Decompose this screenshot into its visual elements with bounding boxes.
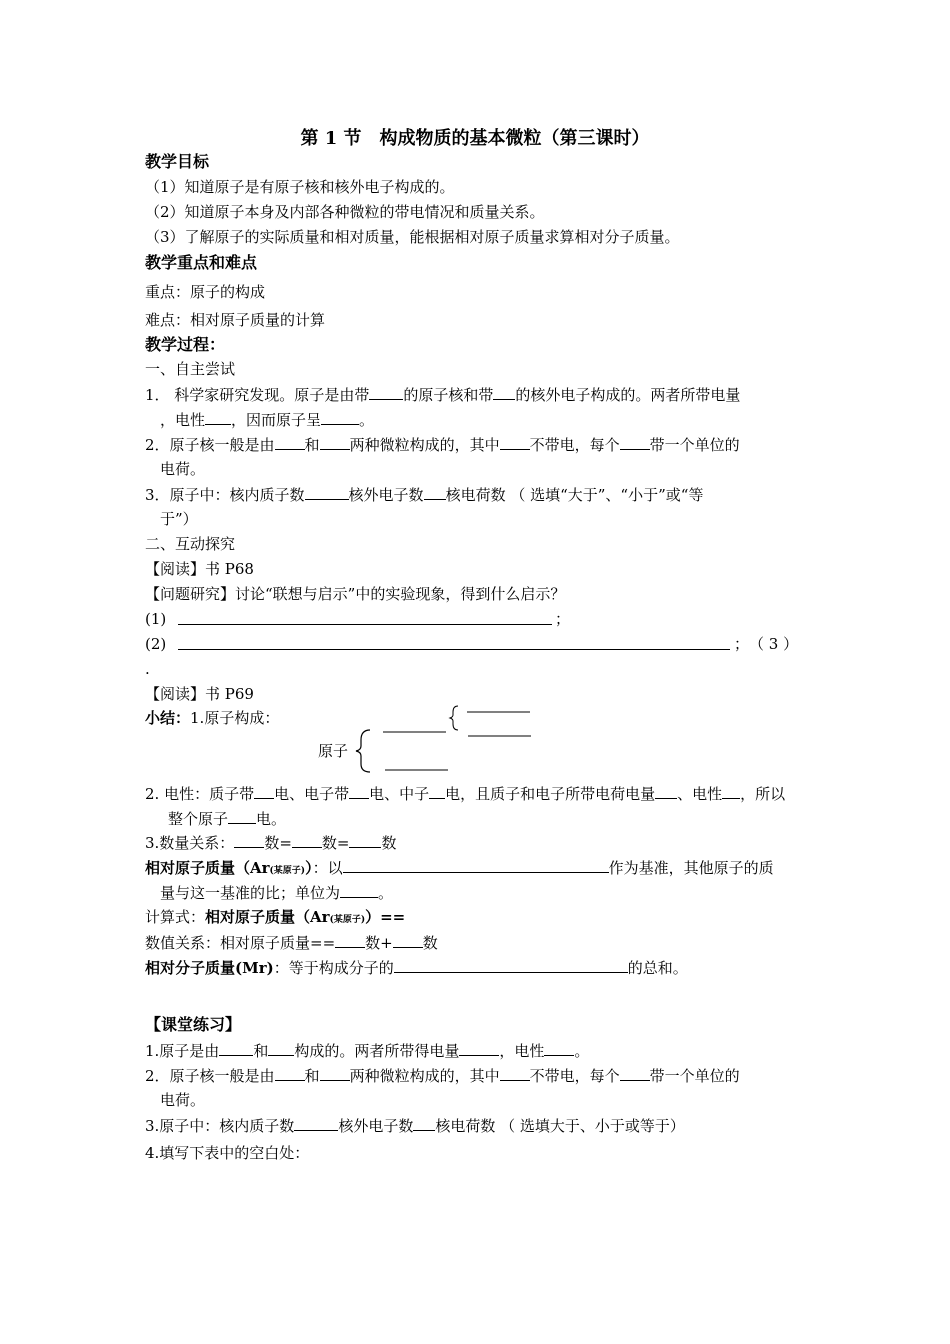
answer-line-1: (1) [145,610,167,628]
answer-1-end: ； [555,610,571,628]
practice-q1: 1.原子是由 和 构成的。两者所带得电量 ，电性 。 [145,1042,590,1060]
question-3-cont: 于”） [160,510,198,528]
formula-line: 计算式：相对原子质量（Ar(某原子)）== [145,908,406,926]
practice-q2-cont: 电荷。 [160,1091,206,1109]
summary-line: 小结：1.原子构成： [145,709,280,727]
answer-2-end: ； （ 3 ） [734,635,799,653]
atom-structure-diagram [350,700,540,780]
objective-item: （3）了解原子的实际质量和相对质量，能根据相对原子质量求算相对分子质量。 [145,228,680,246]
practice-q4: 4.填写下表中的空白处： [145,1144,310,1162]
relative-atomic-mass: 相对原子质量（Ar(某原子)）：以 作为基准，其他原子的质 [145,859,774,877]
relative-atomic-mass-cont: 量与这一基准的比；单位为 。 [160,884,394,902]
objective-item: （2）知道原子本身及内部各种微粒的带电情况和质量关系。 [145,203,545,221]
summary-quantity: 3.数量关系： 数= 数= 数 [145,834,397,852]
answer-dot: . [145,660,150,678]
atom-label: 原子 [318,742,349,760]
practice-q3: 3.原子中：核内质子数 核外电子数 核电荷数 （ 选填大于、小于或等于） [145,1117,685,1135]
process-heading: 教学过程： [145,335,226,354]
page-title: 第 1 节 构成物质的基本微粒（第三课时） [300,128,650,149]
keypoints-heading: 教学重点和难点 [145,253,258,272]
section-self-try: 一、自主尝试 [145,360,236,378]
question-3: 3．原子中：核内质子数 核外电子数 核电荷数 （ 选填“大于”、“小于”或“等 [145,486,704,504]
relative-molecular-mass: 相对分子质量(Mr)：等于构成分子的 的总和。 [145,959,688,977]
practice-q2: 2．原子核一般是由 和 两种微粒构成的，其中 不带电，每个 带一个单位的 [145,1067,740,1085]
answer-line-2: (2) [145,635,167,653]
practice-heading: 【课堂练习】 [145,1015,242,1034]
section-interactive: 二、互动探究 [145,535,236,553]
objective-item: （1）知道原子是有原子核和核外电子构成的。 [145,178,455,196]
read-p69: 【阅读】书 P69 [145,685,254,703]
question-2: 2．原子核一般是由 和 两种微粒构成的，其中 不带电，每个 带一个单位的 [145,436,740,454]
question-1-cont: ，电性 ，因而原子呈 。 [160,411,375,429]
question-1: 1． 科学家研究发现。原子是由带 的原子核和带 的核外电子构成的。两者所带电量 [145,386,741,404]
summary-charge: 2. 电性：质子带 电、电子带 电、中子 电，且质子和电子所带电荷电量 、电性 ，所以 [145,785,786,803]
numeric-relation: 数值关系：相对原子质量== 数+ 数 [145,934,438,952]
read-p68: 【阅读】书 P68 [145,560,254,578]
problem-study: 【问题研究】讨论“联想与启示”中的实验现象，得到什么启示？ [145,585,566,603]
focus-line: 重点：原子的构成 [145,283,266,301]
question-2-cont: 电荷。 [160,460,206,478]
objectives-heading: 教学目标 [145,152,210,171]
difficulty-line: 难点：相对原子质量的计算 [145,311,326,329]
summary-charge-cont: 整个原子 电。 [168,810,287,828]
